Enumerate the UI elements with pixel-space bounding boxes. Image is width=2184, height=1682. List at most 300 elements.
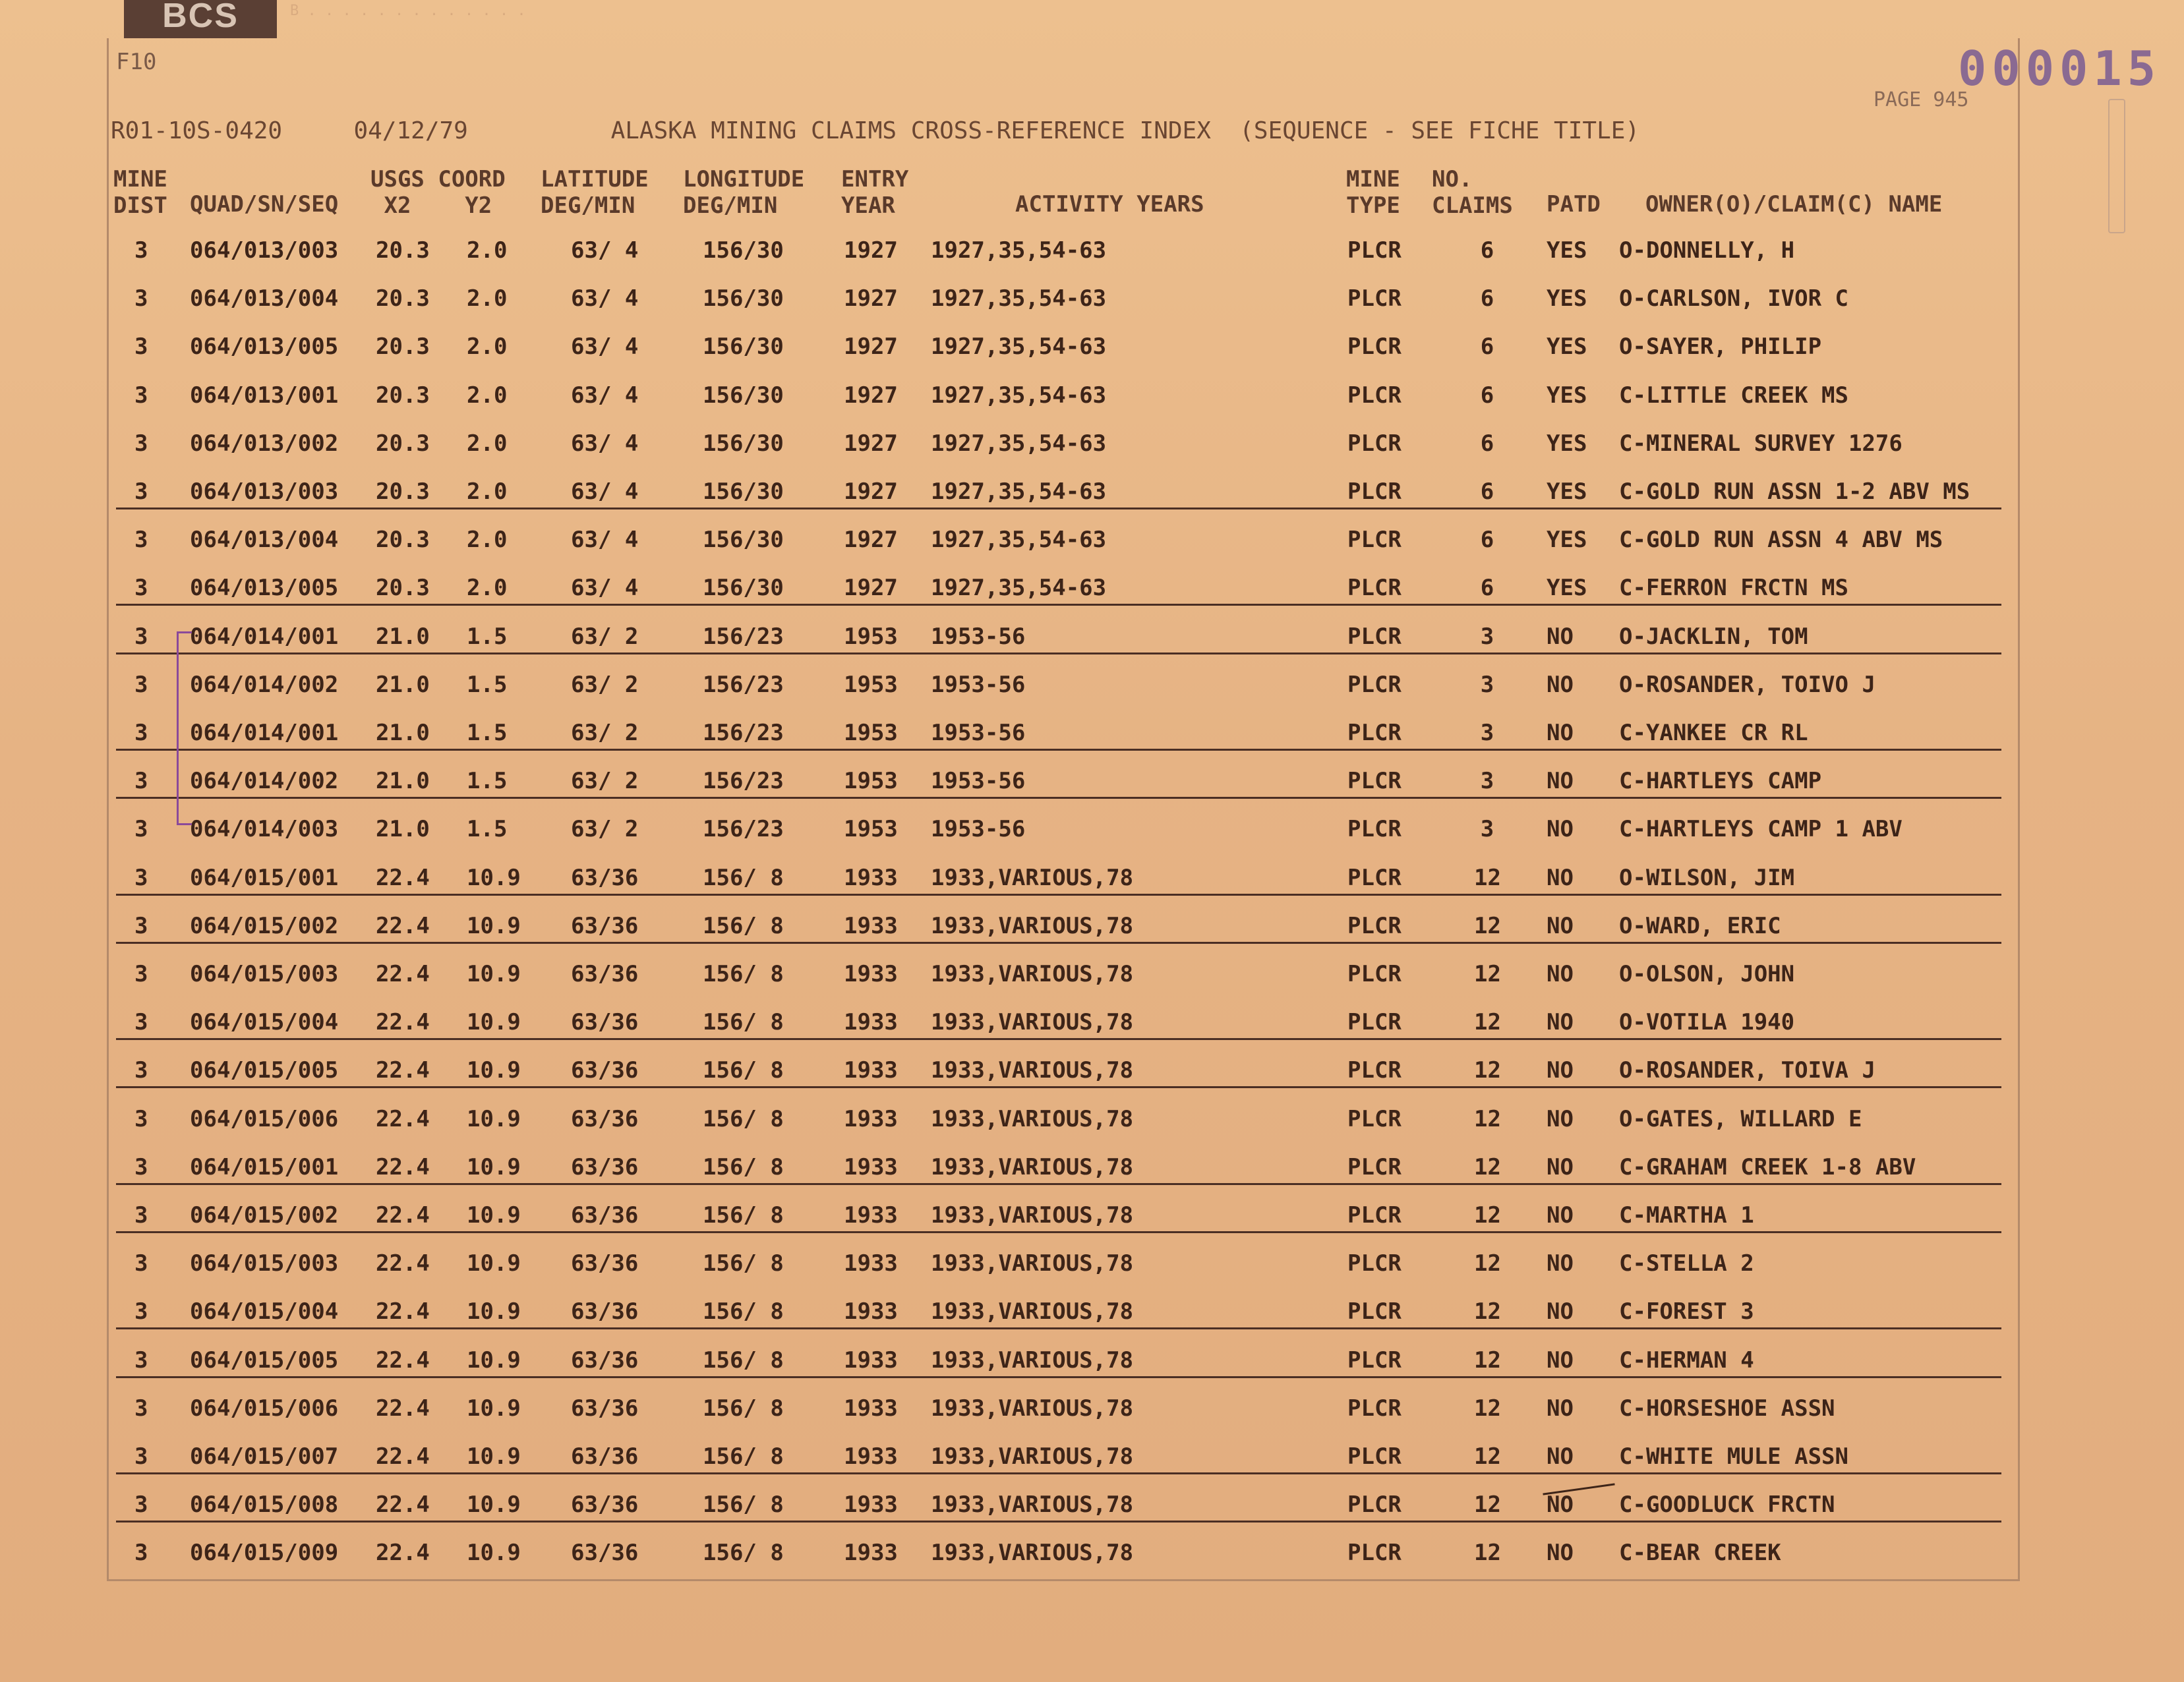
longitude-cell: 156/ 8 [703,1298,784,1325]
activity-years-cell: 1933,VARIOUS,78 [931,1202,1134,1229]
mine-type-cell: PLCR [1347,334,1402,360]
latitude-cell: 63/ 2 [571,720,639,746]
claims-count-cell: 12 [1474,1202,1501,1229]
mine-dist-cell: 3 [134,1347,148,1374]
claims-count-cell: 6 [1480,237,1494,264]
longitude-cell: 156/ 8 [703,1492,784,1518]
coord-y2-cell: 1.5 [467,768,508,794]
coord-y2-cell: 10.9 [467,1540,521,1566]
owner-claim-name-cell: O-OLSON, JOHN [1619,961,1795,987]
quad-sn-seq-cell: 064/013/005 [190,575,339,601]
patented-cell: YES [1547,430,1587,457]
claims-count-cell: 12 [1474,1347,1501,1374]
latitude-cell: 63/36 [571,1443,639,1470]
quad-sn-seq-cell: 064/015/005 [190,1057,339,1084]
patented-cell: NO [1547,1154,1574,1180]
longitude-cell: 156/ 8 [703,913,784,939]
mine-type-cell: PLCR [1347,575,1402,601]
activity-years-cell: 1933,VARIOUS,78 [931,1540,1134,1566]
longitude-cell: 156/23 [703,624,784,650]
claims-count-cell: 12 [1474,1443,1501,1470]
patented-cell: YES [1547,575,1587,601]
entry-year-cell: 1953 [844,768,898,794]
coord-x2-cell: 21.0 [376,768,430,794]
longitude-cell: 156/ 8 [703,961,784,987]
row-rule [116,508,2001,509]
quad-sn-seq-cell: 064/015/007 [190,1443,339,1470]
coord-y2-cell: 1.5 [467,672,508,698]
owner-claim-name-cell: C-STELLA 2 [1619,1250,1754,1277]
mine-type-cell: PLCR [1347,382,1402,409]
coord-y2-cell: 10.9 [467,1106,521,1132]
entry-year-cell: 1933 [844,1057,898,1084]
claims-count-cell: 6 [1480,575,1494,601]
quad-sn-seq-cell: 064/015/003 [190,961,339,987]
longitude-cell: 156/30 [703,430,784,457]
claims-count-cell: 12 [1474,1540,1501,1566]
activity-years-cell: 1927,35,54-63 [931,430,1107,457]
quad-sn-seq-cell: 064/013/001 [190,382,339,409]
entry-year-cell: 1933 [844,1009,898,1035]
owner-claim-name-cell: C-MARTHA 1 [1619,1202,1754,1229]
coord-y2-cell: 2.0 [467,575,508,601]
mine-dist-cell: 3 [134,961,148,987]
latitude-cell: 63/ 4 [571,430,639,457]
latitude-cell: 63/36 [571,1009,639,1035]
longitude-cell: 156/ 8 [703,1202,784,1229]
coord-x2-cell: 22.4 [376,1250,430,1277]
owner-claim-name-cell: O-SAYER, PHILIP [1619,334,1822,360]
patented-cell: NO [1547,1540,1574,1566]
latitude-cell: 63/36 [571,1395,639,1422]
coord-x2-cell: 22.4 [376,1202,430,1229]
entry-year-cell: 1933 [844,1347,898,1374]
claims-count-cell: 12 [1474,1057,1501,1084]
entry-year-cell: 1927 [844,575,898,601]
owner-claim-name-cell: C-GOLD RUN ASSN 1-2 ABV MS [1619,478,1970,505]
mine-dist-cell: 3 [134,1106,148,1132]
claims-count-cell: 6 [1480,334,1494,360]
coord-x2-cell: 20.3 [376,382,430,409]
col-header-quad: QUAD/SN/SEQ [190,191,339,218]
claims-count-cell: 3 [1480,672,1494,698]
claims-count-cell: 3 [1480,768,1494,794]
row-rule [116,1376,2001,1378]
longitude-cell: 156/ 8 [703,865,784,891]
mine-type-cell: PLCR [1347,865,1402,891]
coord-y2-cell: 10.9 [467,1395,521,1422]
coord-y2-cell: 1.5 [467,816,508,842]
coord-x2-cell: 22.4 [376,1540,430,1566]
activity-years-cell: 1933,VARIOUS,78 [931,1395,1134,1422]
activity-years-cell: 1953-56 [931,816,1026,842]
mine-dist-cell: 3 [134,768,148,794]
patented-cell: YES [1547,334,1587,360]
entry-year-cell: 1927 [844,237,898,264]
coord-y2-cell: 1.5 [467,720,508,746]
coord-x2-cell: 20.3 [376,334,430,360]
latitude-cell: 63/ 4 [571,575,639,601]
owner-claim-name-cell: C-FOREST 3 [1619,1298,1754,1325]
mine-dist-cell: 3 [134,1202,148,1229]
owner-claim-name-cell: O-JACKLIN, TOM [1619,624,1808,650]
claims-count-cell: 12 [1474,1298,1501,1325]
longitude-cell: 156/30 [703,237,784,264]
longitude-cell: 156/30 [703,334,784,360]
mine-type-cell: PLCR [1347,1250,1402,1277]
activity-years-cell: 1933,VARIOUS,78 [931,1492,1134,1518]
coord-x2-cell: 22.4 [376,1492,430,1518]
latitude-cell: 63/ 2 [571,672,639,698]
col-header-activity-years: ACTIVITY YEARS [1015,191,1204,218]
mine-dist-cell: 3 [134,816,148,842]
coord-y2-cell: 2.0 [467,430,508,457]
mine-dist-cell: 3 [134,1540,148,1566]
claims-count-cell: 3 [1480,816,1494,842]
coord-y2-cell: 2.0 [467,478,508,505]
col-header-longitude: LONGITUDE DEG/MIN [683,166,805,219]
coord-x2-cell: 21.0 [376,816,430,842]
mine-dist-cell: 3 [134,478,148,505]
quad-sn-seq-cell: 064/015/001 [190,865,339,891]
activity-years-cell: 1927,35,54-63 [931,478,1107,505]
bcs-logo: BCS [124,0,277,38]
mine-type-cell: PLCR [1347,1443,1402,1470]
owner-claim-name-cell: C-GOODLUCK FRCTN [1619,1492,1835,1518]
claims-count-cell: 6 [1480,430,1494,457]
mine-dist-cell: 3 [134,1057,148,1084]
entry-year-cell: 1927 [844,478,898,505]
quad-sn-seq-cell: 064/015/006 [190,1106,339,1132]
coord-y2-cell: 10.9 [467,1009,521,1035]
activity-years-cell: 1933,VARIOUS,78 [931,1106,1134,1132]
patented-cell: YES [1547,382,1587,409]
claims-count-cell: 12 [1474,865,1501,891]
page-number: PAGE 945 [1874,88,1969,111]
quad-sn-seq-cell: 064/013/004 [190,527,339,553]
patented-cell: NO [1547,961,1574,987]
row-rule [116,1521,2001,1522]
mine-dist-cell: 3 [134,527,148,553]
col-header-owner: OWNER(O)/CLAIM(C) NAME [1645,191,1943,218]
longitude-cell: 156/23 [703,672,784,698]
longitude-cell: 156/23 [703,816,784,842]
patented-cell: NO [1547,816,1574,842]
col-header-entry-year: ENTRY YEAR [841,166,909,219]
longitude-cell: 156/23 [703,720,784,746]
mine-type-cell: PLCR [1347,816,1402,842]
entry-year-cell: 1933 [844,1106,898,1132]
activity-years-cell: 1927,35,54-63 [931,575,1107,601]
coord-x2-cell: 22.4 [376,961,430,987]
owner-claim-name-cell: O-WARD, ERIC [1619,913,1781,939]
row-rule [116,1327,2001,1329]
row-rule [116,749,2001,751]
coord-y2-cell: 10.9 [467,1250,521,1277]
activity-years-cell: 1927,35,54-63 [931,285,1107,312]
quad-sn-seq-cell: 064/013/003 [190,478,339,505]
latitude-cell: 63/36 [571,1492,639,1518]
claims-count-cell: 12 [1474,961,1501,987]
mine-type-cell: PLCR [1347,430,1402,457]
mine-dist-cell: 3 [134,1250,148,1277]
patented-cell: NO [1547,1395,1574,1422]
activity-years-cell: 1933,VARIOUS,78 [931,865,1134,891]
row-rule [116,894,2001,896]
quad-sn-seq-cell: 064/013/005 [190,334,339,360]
row-rule [116,797,2001,799]
mine-dist-cell: 3 [134,285,148,312]
mine-dist-cell: 3 [134,913,148,939]
quad-sn-seq-cell: 064/015/002 [190,913,339,939]
mine-type-cell: PLCR [1347,527,1402,553]
mine-dist-cell: 3 [134,672,148,698]
latitude-cell: 63/ 2 [571,768,639,794]
mine-type-cell: PLCR [1347,672,1402,698]
col-header-patd: PATD [1547,191,1601,218]
quad-sn-seq-cell: 064/014/002 [190,672,339,698]
owner-claim-name-cell: O-DONNELLY, H [1619,237,1795,264]
mine-type-cell: PLCR [1347,1298,1402,1325]
mine-dist-cell: 3 [134,237,148,264]
claims-count-cell: 12 [1474,1009,1501,1035]
owner-claim-name-cell: O-VOTILA 1940 [1619,1009,1795,1035]
entry-year-cell: 1953 [844,624,898,650]
coord-y2-cell: 10.9 [467,865,521,891]
coord-x2-cell: 20.3 [376,527,430,553]
entry-year-cell: 1953 [844,816,898,842]
row-rule [116,1472,2001,1474]
row-rule [116,1038,2001,1040]
coord-x2-cell: 22.4 [376,865,430,891]
row-rule [116,942,2001,944]
owner-claim-name-cell: C-GOLD RUN ASSN 4 ABV MS [1619,527,1943,553]
activity-years-cell: 1933,VARIOUS,78 [931,1154,1134,1180]
owner-claim-name-cell: O-ROSANDER, TOIVA J [1619,1057,1875,1084]
mine-type-cell: PLCR [1347,1395,1402,1422]
coord-y2-cell: 2.0 [467,527,508,553]
claims-count-cell: 6 [1480,527,1494,553]
coord-x2-cell: 22.4 [376,1395,430,1422]
quad-sn-seq-cell: 064/015/001 [190,1154,339,1180]
longitude-cell: 156/ 8 [703,1154,784,1180]
latitude-cell: 63/36 [571,1250,639,1277]
entry-year-cell: 1927 [844,527,898,553]
latitude-cell: 63/ 4 [571,237,639,264]
latitude-cell: 63/36 [571,913,639,939]
owner-claim-name-cell: C-HARTLEYS CAMP [1619,768,1822,794]
claims-count-cell: 12 [1474,1395,1501,1422]
claims-count-cell: 12 [1474,913,1501,939]
latitude-cell: 63/36 [571,1202,639,1229]
coord-x2-cell: 20.3 [376,478,430,505]
col-header-latitude: LATITUDE DEG/MIN [541,166,649,219]
owner-claim-name-cell: O-WILSON, JIM [1619,865,1795,891]
patented-cell: YES [1547,285,1587,312]
activity-years-cell: 1933,VARIOUS,78 [931,1250,1134,1277]
coord-x2-cell: 22.4 [376,1106,430,1132]
owner-claim-name-cell: C-YANKEE CR RL [1619,720,1808,746]
coord-x2-cell: 20.3 [376,575,430,601]
latitude-cell: 63/36 [571,1298,639,1325]
owner-claim-name-cell: C-HERMAN 4 [1619,1347,1754,1374]
longitude-cell: 156/ 8 [703,1009,784,1035]
mine-dist-cell: 3 [134,1492,148,1518]
activity-years-cell: 1927,35,54-63 [931,382,1107,409]
longitude-cell: 156/ 8 [703,1106,784,1132]
col-header-usgs: USGS COORD X2 Y2 [370,166,506,219]
mine-type-cell: PLCR [1347,624,1402,650]
patented-cell: NO [1547,865,1574,891]
activity-years-cell: 1953-56 [931,672,1026,698]
patented-cell: NO [1547,1443,1574,1470]
longitude-cell: 156/30 [703,285,784,312]
coord-x2-cell: 22.4 [376,1009,430,1035]
mine-dist-cell: 3 [134,575,148,601]
mine-type-cell: PLCR [1347,1009,1402,1035]
coord-y2-cell: 10.9 [467,913,521,939]
claims-count-cell: 3 [1480,720,1494,746]
quad-sn-seq-cell: 064/014/001 [190,720,339,746]
col-header-mine-dist: MINE DIST [113,166,167,219]
patented-cell: NO [1547,1057,1574,1084]
claims-count-cell: 6 [1480,478,1494,505]
latitude-cell: 63/36 [571,961,639,987]
mine-type-cell: PLCR [1347,1202,1402,1229]
mine-type-cell: PLCR [1347,285,1402,312]
row-rule [116,604,2001,606]
coord-x2-cell: 22.4 [376,1443,430,1470]
latitude-cell: 63/36 [571,1540,639,1566]
group-bracket [177,631,192,825]
activity-years-cell: 1927,35,54-63 [931,334,1107,360]
entry-year-cell: 1933 [844,1492,898,1518]
claims-count-cell: 6 [1480,382,1494,409]
latitude-cell: 63/36 [571,1106,639,1132]
coord-x2-cell: 21.0 [376,672,430,698]
entry-year-cell: 1933 [844,913,898,939]
patented-cell: NO [1547,672,1574,698]
coord-y2-cell: 10.9 [467,1298,521,1325]
patented-cell: YES [1547,478,1587,505]
coord-y2-cell: 2.0 [467,285,508,312]
row-rule [116,1231,2001,1233]
owner-claim-name-cell: O-ROSANDER, TOIVO J [1619,672,1875,698]
latitude-cell: 63/36 [571,865,639,891]
entry-year-cell: 1933 [844,1298,898,1325]
patented-cell: NO [1547,768,1574,794]
mine-dist-cell: 3 [134,1009,148,1035]
mine-dist-cell: 3 [134,1395,148,1422]
quad-sn-seq-cell: 064/015/005 [190,1347,339,1374]
coord-y2-cell: 2.0 [467,334,508,360]
owner-claim-name-cell: C-GRAHAM CREEK 1-8 ABV [1619,1154,1916,1180]
fiche-id: F10 [116,49,157,75]
mine-dist-cell: 3 [134,865,148,891]
owner-claim-name-cell: C-MINERAL SURVEY 1276 [1619,430,1903,457]
longitude-cell: 156/ 8 [703,1250,784,1277]
patented-cell: NO [1547,1250,1574,1277]
mine-dist-cell: 3 [134,1443,148,1470]
mine-type-cell: PLCR [1347,1347,1402,1374]
entry-year-cell: 1933 [844,1202,898,1229]
activity-years-cell: 1953-56 [931,768,1026,794]
activity-years-cell: 1933,VARIOUS,78 [931,1009,1134,1035]
coord-x2-cell: 21.0 [376,720,430,746]
row-rule [116,1183,2001,1185]
row-rule [116,652,2001,654]
claims-count-cell: 12 [1474,1492,1501,1518]
patented-cell: YES [1547,237,1587,264]
activity-years-cell: 1953-56 [931,624,1026,650]
longitude-cell: 156/30 [703,527,784,553]
latitude-cell: 63/ 4 [571,478,639,505]
quad-sn-seq-cell: 064/013/003 [190,237,339,264]
entry-year-cell: 1933 [844,865,898,891]
activity-years-cell: 1933,VARIOUS,78 [931,913,1134,939]
quad-sn-seq-cell: 064/015/006 [190,1395,339,1422]
mine-dist-cell: 3 [134,720,148,746]
mine-type-cell: PLCR [1347,768,1402,794]
longitude-cell: 156/ 8 [703,1443,784,1470]
entry-year-cell: 1953 [844,720,898,746]
latitude-cell: 63/ 4 [571,382,639,409]
latitude-cell: 63/ 4 [571,334,639,360]
claims-count-cell: 12 [1474,1106,1501,1132]
mine-type-cell: PLCR [1347,478,1402,505]
quad-sn-seq-cell: 064/015/002 [190,1202,339,1229]
quad-sn-seq-cell: 064/015/008 [190,1492,339,1518]
activity-years-cell: 1933,VARIOUS,78 [931,1298,1134,1325]
mine-type-cell: PLCR [1347,720,1402,746]
mine-dist-cell: 3 [134,1298,148,1325]
entry-year-cell: 1933 [844,961,898,987]
entry-year-cell: 1933 [844,1443,898,1470]
latitude-cell: 63/36 [571,1057,639,1084]
patented-cell: NO [1547,624,1574,650]
patented-cell: NO [1547,1009,1574,1035]
coord-x2-cell: 20.3 [376,430,430,457]
mine-dist-cell: 3 [134,334,148,360]
mine-type-cell: PLCR [1347,1106,1402,1132]
claims-count-cell: 6 [1480,285,1494,312]
owner-claim-name-cell: C-BEAR CREEK [1619,1540,1781,1566]
coord-y2-cell: 2.0 [467,237,508,264]
coord-x2-cell: 20.3 [376,237,430,264]
coord-y2-cell: 10.9 [467,1057,521,1084]
quad-sn-seq-cell: 064/014/003 [190,816,339,842]
entry-year-cell: 1927 [844,430,898,457]
patented-cell: NO [1547,1492,1574,1518]
longitude-cell: 156/ 8 [703,1540,784,1566]
coord-x2-cell: 22.4 [376,1298,430,1325]
entry-year-cell: 1933 [844,1154,898,1180]
mine-dist-cell: 3 [134,1154,148,1180]
mine-dist-cell: 3 [134,430,148,457]
mine-type-cell: PLCR [1347,1057,1402,1084]
patented-cell: NO [1547,913,1574,939]
logo-subtext: B . . . . . . . . . . . . . [290,3,526,19]
patented-cell: NO [1547,720,1574,746]
activity-years-cell: 1933,VARIOUS,78 [931,961,1134,987]
mine-type-cell: PLCR [1347,1540,1402,1566]
coord-x2-cell: 22.4 [376,1347,430,1374]
entry-year-cell: 1933 [844,1395,898,1422]
coord-y2-cell: 10.9 [467,1154,521,1180]
activity-years-cell: 1953-56 [931,720,1026,746]
longitude-cell: 156/30 [703,575,784,601]
longitude-cell: 156/ 8 [703,1347,784,1374]
